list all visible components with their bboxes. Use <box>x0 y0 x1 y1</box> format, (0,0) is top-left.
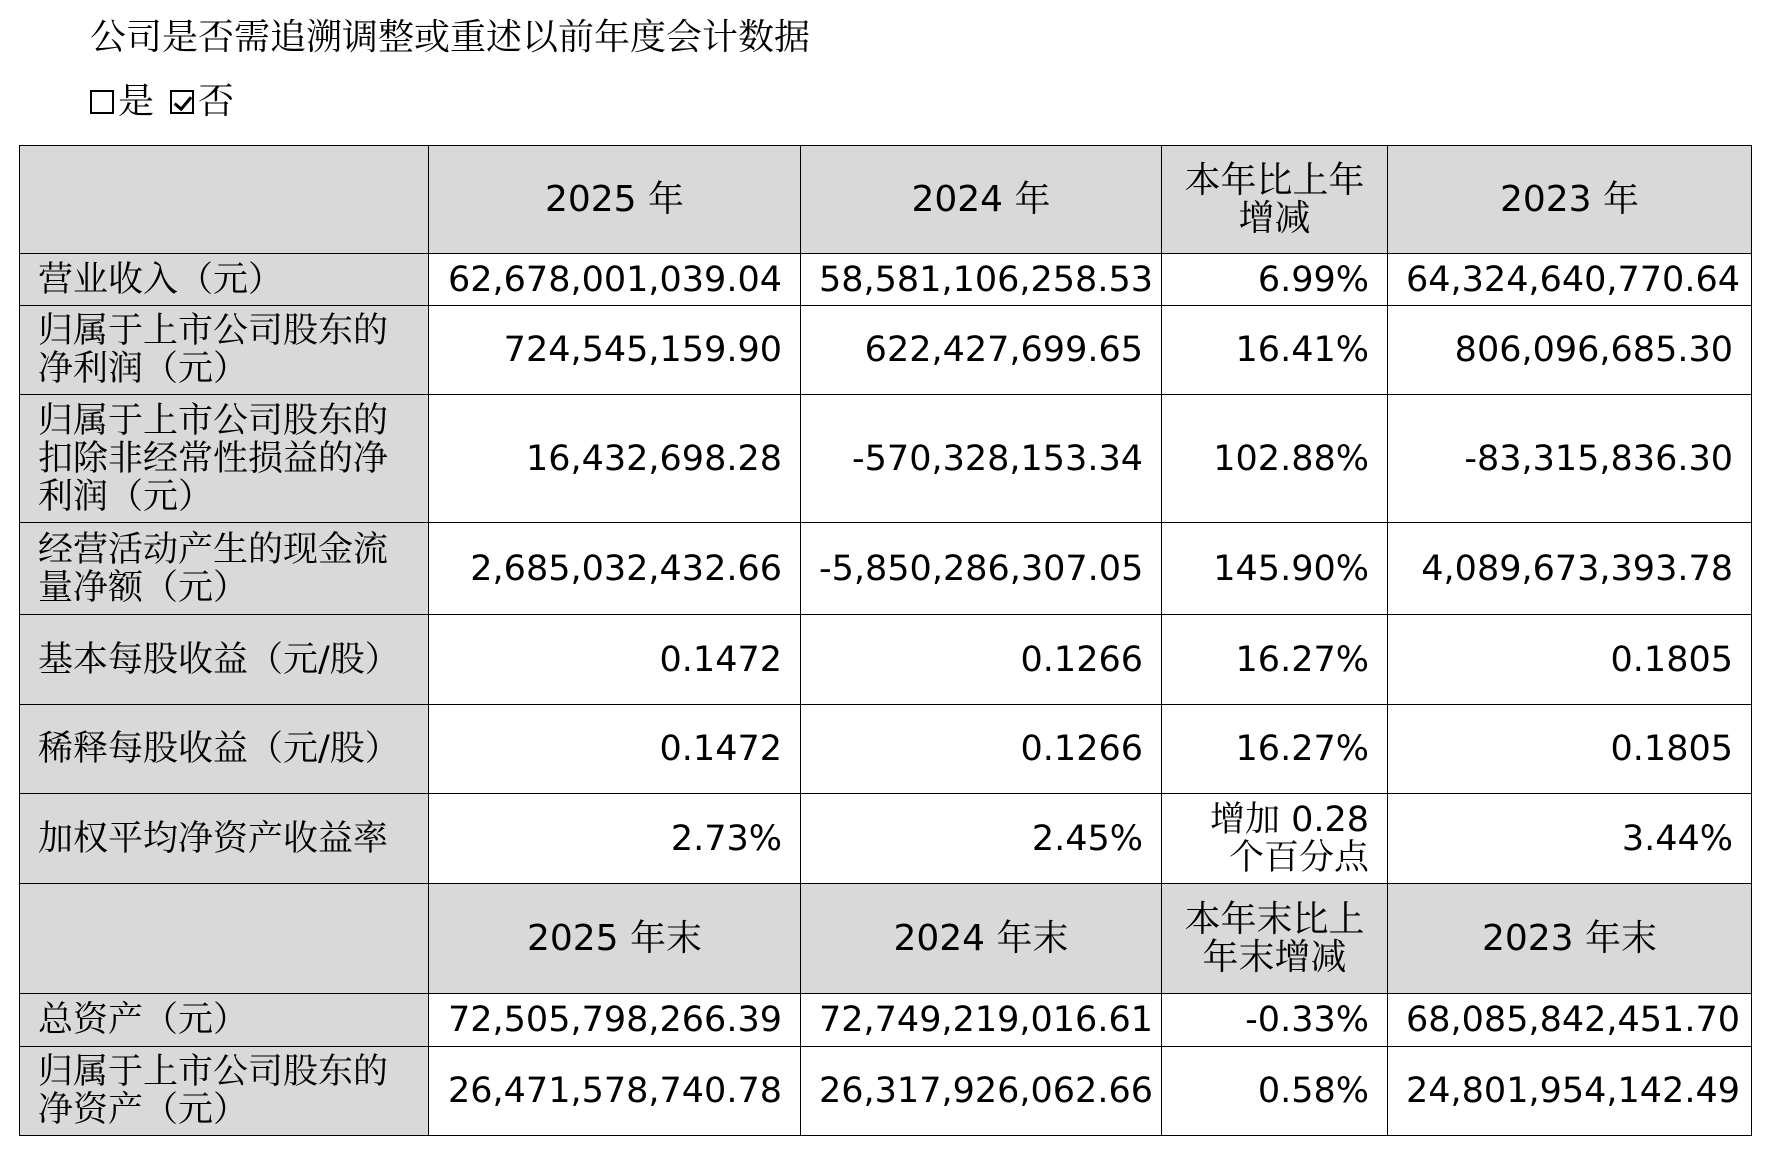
value-2024: -570,328,153.34 <box>801 395 1162 523</box>
value-2025: 724,545,159.90 <box>429 306 801 395</box>
value-2023: -83,315,836.30 <box>1388 395 1752 523</box>
value-change: 增加 0.28 个百分点 <box>1162 794 1388 884</box>
value-2024: 58,581,106,258.53 <box>801 254 1162 306</box>
subheader-cell-change: 本年末比上年末增减 <box>1162 884 1388 994</box>
table-row <box>20 615 1752 705</box>
option-yes-label: 是 <box>118 81 155 122</box>
table-row <box>20 306 1752 395</box>
row-label: 归属于上市公司股东的净资产（元） <box>20 1047 429 1136</box>
value-change: 16.41% <box>1162 306 1388 395</box>
value-change: 145.90% <box>1162 523 1388 615</box>
value-2023: 4,089,673,393.78 <box>1388 523 1752 615</box>
checkbox-yes[interactable] <box>90 90 114 114</box>
row-label: 归属于上市公司股东的净利润（元） <box>20 306 429 395</box>
value-2023: 68,085,842,451.70 <box>1388 994 1752 1047</box>
value-2023: 0.1805 <box>1388 615 1752 705</box>
table-row <box>20 794 1752 884</box>
header-cell-2024: 2024 年 <box>801 146 1162 254</box>
option-yes[interactable] <box>90 78 154 126</box>
value-2024: 72,749,219,016.61 <box>801 994 1162 1047</box>
row-label: 营业收入（元） <box>20 254 429 306</box>
value-2023: 3.44% <box>1388 794 1752 884</box>
value-change: 102.88% <box>1162 395 1388 523</box>
value-2023: 806,096,685.30 <box>1388 306 1752 395</box>
value-change: 16.27% <box>1162 705 1388 794</box>
value-2024: 622,427,699.65 <box>801 306 1162 395</box>
value-2024: 26,317,926,062.66 <box>801 1047 1162 1136</box>
option-no-label: 否 <box>198 81 235 122</box>
table-row <box>20 994 1752 1047</box>
table-header-row <box>20 146 1752 254</box>
subheader-cell-2023-end: 2023 年末 <box>1388 884 1752 994</box>
value-2025: 2,685,032,432.66 <box>429 523 801 615</box>
value-2025: 0.1472 <box>429 615 801 705</box>
value-2023: 24,801,954,142.49 <box>1388 1047 1752 1136</box>
value-2025: 72,505,798,266.39 <box>429 994 801 1047</box>
value-change: -0.33% <box>1162 994 1388 1047</box>
row-label: 归属于上市公司股东的扣除非经常性损益的净利润（元） <box>20 395 429 523</box>
value-change: 6.99% <box>1162 254 1388 306</box>
row-label: 加权平均净资产收益率 <box>20 794 429 884</box>
table-row <box>20 1047 1752 1136</box>
table-subheader-row <box>20 884 1752 994</box>
checkbox-no[interactable] <box>170 90 194 114</box>
financial-data-table <box>19 145 1752 1136</box>
subheader-cell-blank <box>20 884 429 994</box>
table-row <box>20 705 1752 794</box>
restatement-options <box>90 78 250 126</box>
header-cell-2023: 2023 年 <box>1388 146 1752 254</box>
value-change: 0.58% <box>1162 1047 1388 1136</box>
page-title: 公司是否需追溯调整或重述以前年度会计数据 <box>90 17 811 58</box>
value-2023: 64,324,640,770.64 <box>1388 254 1752 306</box>
value-2024: -5,850,286,307.05 <box>801 523 1162 615</box>
table-row <box>20 254 1752 306</box>
row-label: 总资产（元） <box>20 994 429 1047</box>
subheader-cell-2024-end: 2024 年末 <box>801 884 1162 994</box>
header-cell-blank <box>20 146 429 254</box>
value-2025: 26,471,578,740.78 <box>429 1047 801 1136</box>
value-2025: 16,432,698.28 <box>429 395 801 523</box>
value-2024: 0.1266 <box>801 705 1162 794</box>
row-label: 基本每股收益（元/股） <box>20 615 429 705</box>
value-2024: 2.45% <box>801 794 1162 884</box>
option-no[interactable] <box>170 78 234 126</box>
table-row <box>20 395 1752 523</box>
header-cell-change: 本年比上年增减 <box>1162 146 1388 254</box>
value-2025: 0.1472 <box>429 705 801 794</box>
value-2025: 2.73% <box>429 794 801 884</box>
value-2025: 62,678,001,039.04 <box>429 254 801 306</box>
value-2023: 0.1805 <box>1388 705 1752 794</box>
row-label: 经营活动产生的现金流量净额（元） <box>20 523 429 615</box>
row-label: 稀释每股收益（元/股） <box>20 705 429 794</box>
subheader-cell-2025-end: 2025 年末 <box>429 884 801 994</box>
value-2024: 0.1266 <box>801 615 1162 705</box>
table-row <box>20 523 1752 615</box>
value-change: 16.27% <box>1162 615 1388 705</box>
header-cell-2025: 2025 年 <box>429 146 801 254</box>
